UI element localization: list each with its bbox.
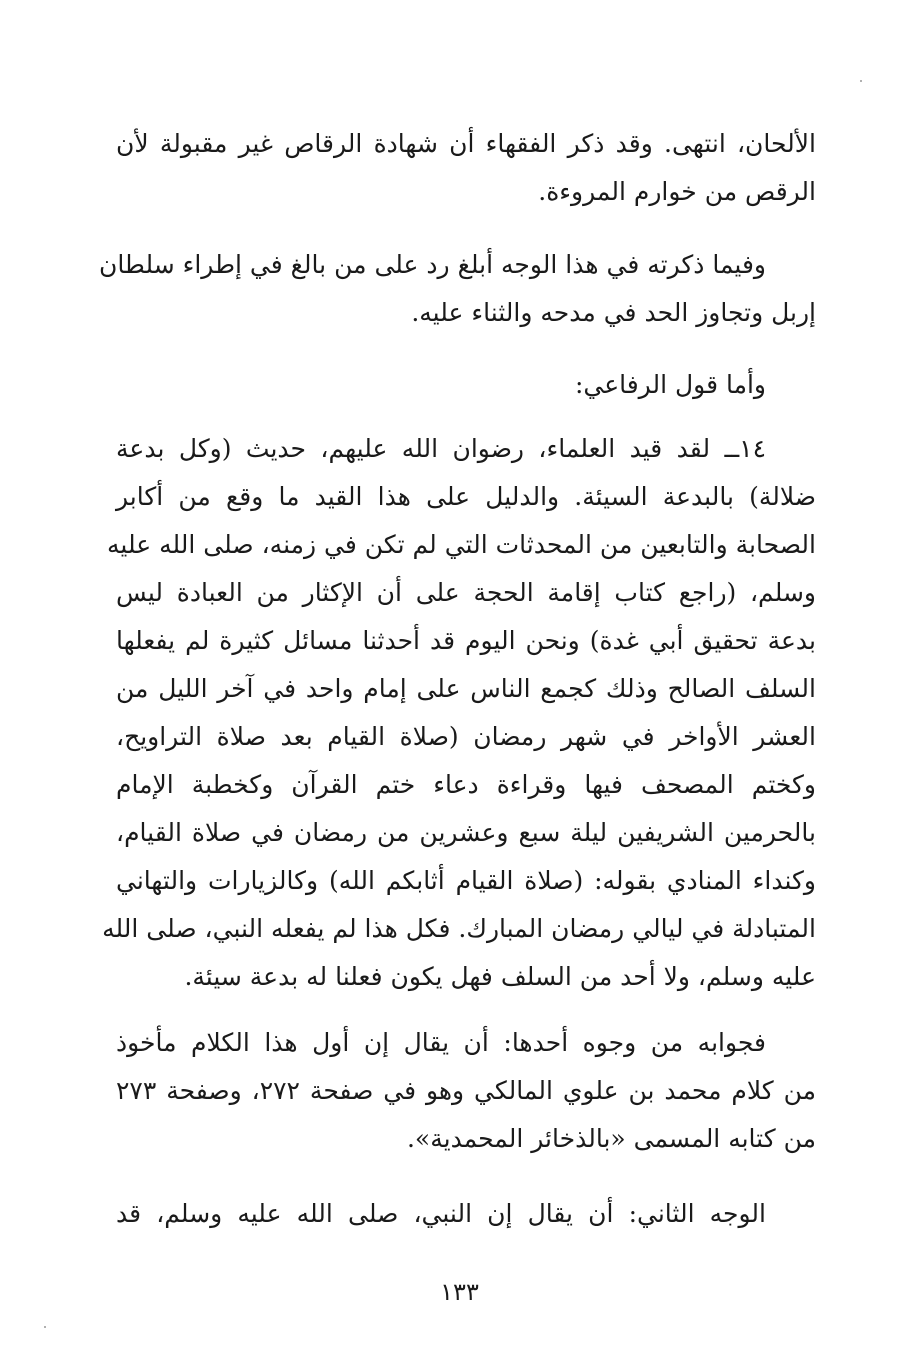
paragraph-3 [116, 361, 816, 409]
text-line: وكنداء المنادي بقوله: (صلاة القيام أثابكم الله) وكالزيارات والتهاني [116, 866, 816, 895]
text-line: فجوابه من وجوه أحدها: أن يقال إن أول هذا الكلام مأخوذ [116, 1028, 766, 1057]
text-line: إربل وتجاوز الحد في مدحه والثناء عليه. [411, 298, 816, 327]
text-line: ١٤ــ لقد قيد العلماء، رضوان الله عليهم، حديث (وكل بدعة [116, 434, 766, 463]
text-line: السلف الصالح وذلك كجمع الناس على إمام واحد في آخر الليل من [116, 674, 816, 703]
text-line: من كتابه المسمى «بالذخائر المحمدية». [406, 1124, 816, 1153]
paragraph-4-quote [102, 425, 816, 1001]
scan-speck [44, 1326, 46, 1328]
text-line: بدعة تحقيق أبي غدة) ونحن اليوم قد أحدثنا مسائل كثيرة لم يفعلها [116, 626, 816, 655]
text-line: وسلم، (راجع كتاب إقامة الحجة على أن الإكثار من العبادة ليس [116, 578, 816, 607]
text-line: المتبادلة في ليالي رمضان المبارك. فكل هذا لم يفعله النبي، صلى الله [102, 914, 816, 943]
text-line: الألحان، انتهى. وقد ذكر الفقهاء أن شهادة الرقاص غير مقبولة لأن [116, 129, 816, 158]
text-line: وكختم المصحف فيها وقراءة دعاء ختم القرآن وكخطبة الإمام [116, 770, 816, 799]
text-line: ضلالة) بالبدعة السيئة. والدليل على هذا القيد ما وقع من أكابر [116, 482, 816, 511]
scan-speck [860, 80, 862, 82]
text-line: الصحابة والتابعين من المحدثات التي لم تكن في زمنه، صلى الله عليه [107, 530, 816, 559]
paragraph-6 [116, 1190, 816, 1238]
text-line: الرقص من خوارم المروءة. [538, 177, 816, 206]
page-number: ١٣٣ [440, 1278, 479, 1306]
text-line: العشر الأواخر في شهر رمضان (صلاة القيام بعد صلاة التراويح، [116, 722, 816, 751]
paragraph-1 [116, 120, 816, 216]
text-line: وفيما ذكرته في هذا الوجه أبلغ رد على من بالغ في إطراء سلطان [98, 250, 766, 279]
text-line: الوجه الثاني: أن يقال إن النبي، صلى الله عليه وسلم، قد [116, 1199, 766, 1228]
paragraph-5 [116, 1019, 816, 1163]
text-line: بالحرمين الشريفين ليلة سبع وعشرين من رمضان في صلاة القيام، [116, 818, 816, 847]
text-line: وأما قول الرفاعي: [574, 370, 766, 399]
text-line: من كلام محمد بن علوي المالكي وهو في صفحة ٢٧٢، وصفحة ٢٧٣ [116, 1076, 817, 1105]
paragraph-2 [98, 241, 816, 337]
text-line: عليه وسلم، ولا أحد من السلف فهل يكون فعلنا له بدعة سيئة. [184, 962, 816, 991]
